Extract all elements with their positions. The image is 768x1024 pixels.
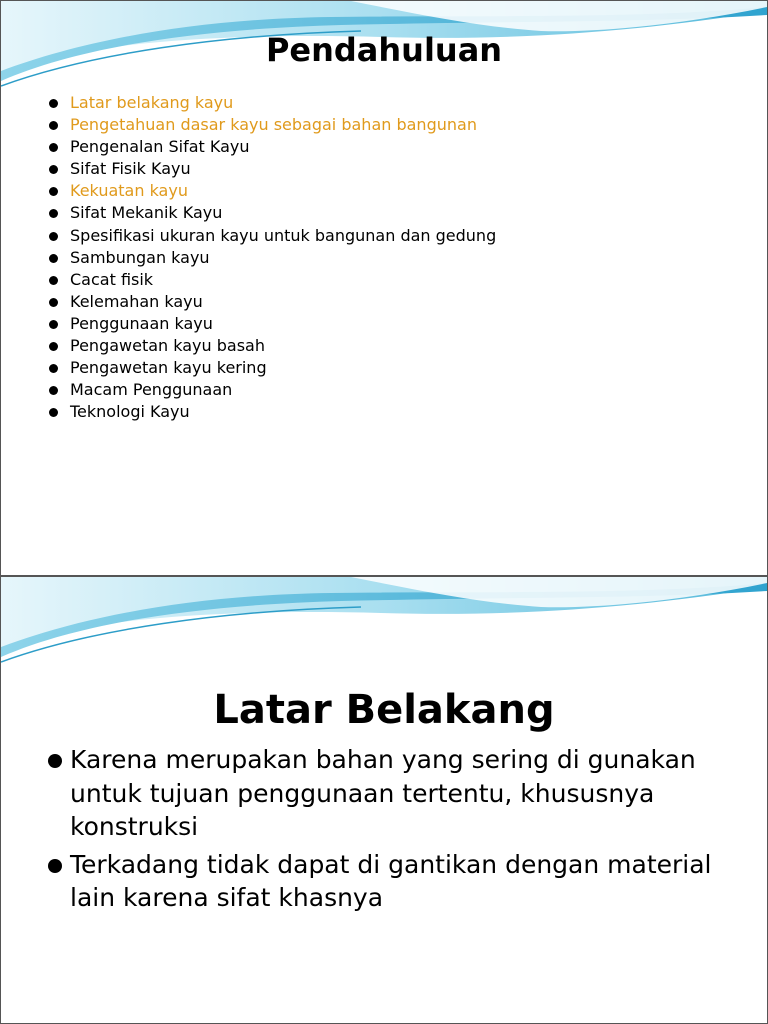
- list-item: Sifat Mekanik Kayu: [47, 202, 496, 224]
- list-item: Kekuatan kayu: [47, 180, 496, 202]
- slide-title: Pendahuluan: [265, 31, 503, 69]
- list-item: Pengetahuan dasar kayu sebagai bahan bangunan: [47, 114, 496, 136]
- list-item: Pengawetan kayu basah: [47, 335, 496, 357]
- reason-list: [47, 743, 737, 919]
- topic-list: [47, 92, 496, 423]
- list-item: Sambungan kayu: [47, 247, 496, 269]
- list-item: Penggunaan kayu: [47, 313, 496, 335]
- list-item: Terkadang tidak dapat di gantikan dengan material lain karena sifat khasnya: [47, 848, 737, 915]
- list-item: Pengenalan Sifat Kayu: [47, 136, 496, 158]
- slide-title: Latar Belakang: [213, 687, 555, 733]
- slide-latar-belakang: [0, 576, 768, 1024]
- header-wave-decoration: [1, 577, 767, 667]
- list-item: Spesifikasi ukuran kayu untuk bangunan dan gedung: [47, 225, 496, 247]
- list-item: Cacat fisik: [47, 269, 496, 291]
- list-item: Pengawetan kayu kering: [47, 357, 496, 379]
- list-item: Macam Penggunaan: [47, 379, 496, 401]
- list-item: Teknologi Kayu: [47, 401, 496, 423]
- list-item: Latar belakang kayu: [47, 92, 496, 114]
- list-item: Kelemahan kayu: [47, 291, 496, 313]
- list-item: Karena merupakan bahan yang sering di gunakan untuk tujuan penggunaan tertentu, khususnya konstruksi: [47, 743, 737, 844]
- list-item: Sifat Fisik Kayu: [47, 158, 496, 180]
